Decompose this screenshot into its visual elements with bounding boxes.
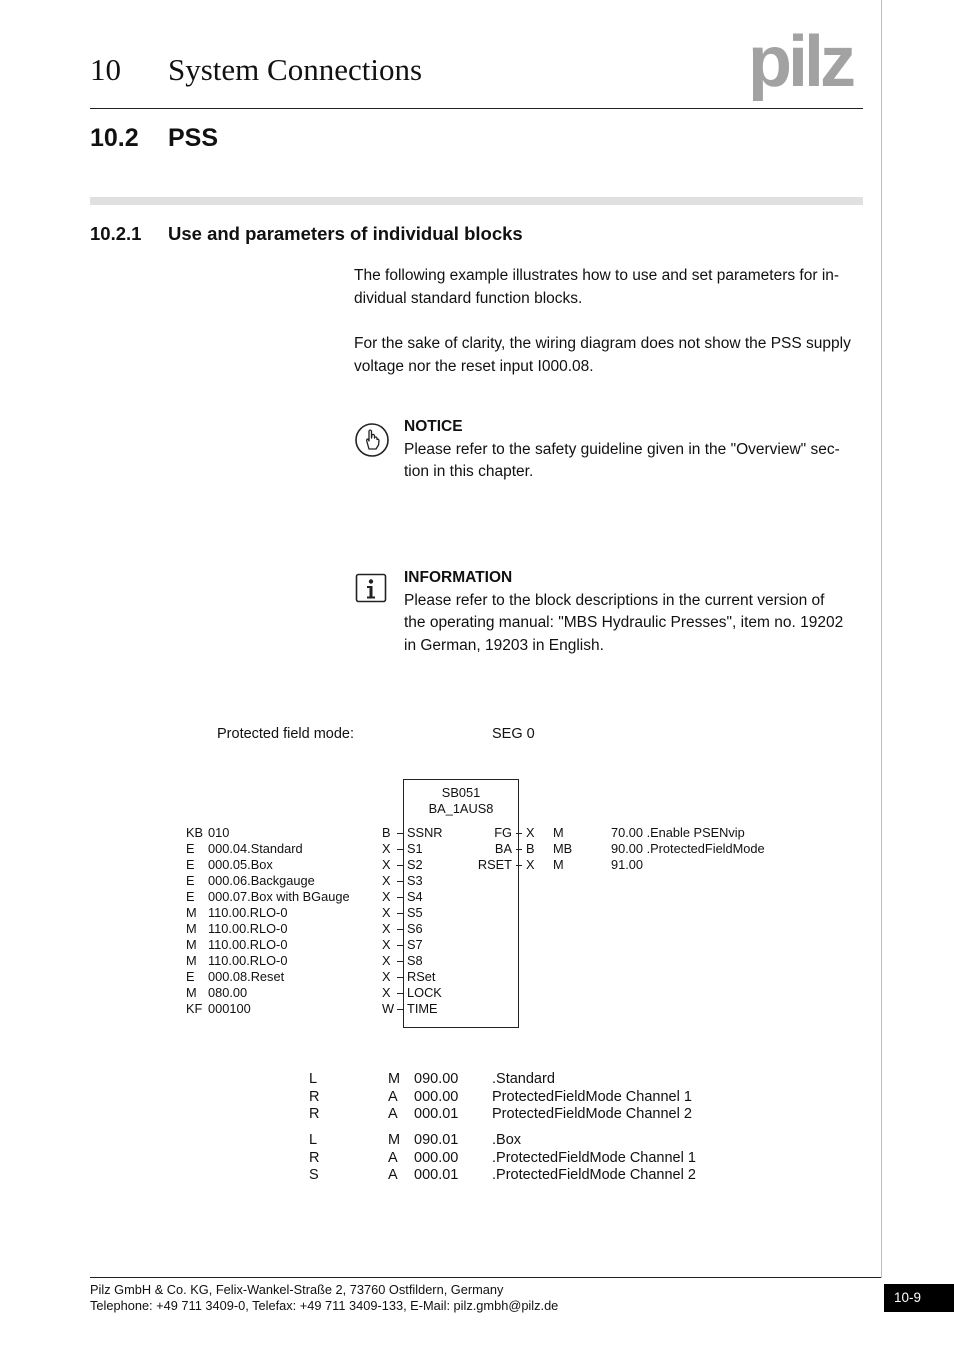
input-param-type: X: [382, 953, 391, 968]
logic-address: 090.01: [414, 1132, 459, 1148]
section-number: 10.2: [90, 124, 139, 152]
input-operand-type: KF: [186, 1001, 203, 1016]
output-operand-type: MB: [553, 841, 573, 856]
right-margin-rule: [881, 0, 882, 1278]
input-param-type: X: [382, 921, 391, 936]
input-operands: [208, 825, 350, 1017]
input-connector: [397, 849, 403, 850]
input-connector: [397, 1009, 403, 1010]
information-line: the operating manual: "MBS Hydraulic Presses", item no. 19202: [404, 614, 844, 631]
input-operand-type: E: [186, 873, 195, 888]
information-line: in German, 19203 in English.: [404, 636, 604, 654]
input-operand-type: M: [186, 953, 197, 968]
mode-value: SEG 0: [492, 726, 535, 742]
block-name: SB051: [441, 785, 481, 800]
mode-label: Protected field mode:: [217, 726, 355, 742]
clarity-line: For the sake of clarity, the wiring diagram does not show the PSS supply: [354, 335, 851, 352]
pilz-logo: pilz: [748, 22, 852, 102]
section-title: PSS: [168, 124, 219, 152]
input-operand-type: E: [186, 841, 195, 856]
info-icon: [355, 573, 387, 610]
information-line: Please refer to the block descriptions in the current version of: [404, 591, 825, 609]
input-pin: S3: [407, 873, 423, 888]
input-operand: 110.00.RLO-0: [208, 953, 288, 968]
input-operand-type: KB: [186, 825, 204, 840]
output-pin: BA: [494, 841, 512, 856]
logic-comment: .Standard: [492, 1071, 555, 1087]
logic-comment: .ProtectedFieldMode Channel 2: [492, 1167, 696, 1183]
input-connector: [397, 945, 403, 946]
logic-comment: .Box: [492, 1132, 522, 1148]
input-pin: S2: [407, 857, 423, 872]
input-operand: 000.04.Standard: [208, 841, 303, 856]
block-subname: BA_1AUS8: [428, 801, 494, 816]
output-pins: [470, 825, 512, 873]
input-pin: LOCK: [407, 985, 442, 1000]
output-pin: RSET: [477, 857, 512, 872]
input-pin: TIME: [407, 1001, 438, 1016]
output-operand-type: M: [553, 857, 564, 872]
chapter-title: System Connections: [168, 52, 423, 87]
input-pin: RSet: [407, 969, 436, 984]
output-operand-type: M: [553, 825, 564, 840]
input-operand-type: M: [186, 905, 197, 920]
notice-box: [404, 416, 864, 484]
input-param-type: X: [382, 937, 391, 952]
subsection-number: 10.2.1: [90, 223, 142, 244]
input-connector: [397, 913, 403, 914]
intro-line: dividual standard function blocks.: [354, 289, 583, 307]
input-operand: 000.05.Box: [208, 857, 273, 872]
header-divider: [90, 108, 863, 109]
clarity-paragraph: [354, 333, 864, 378]
logic-type: M: [388, 1071, 401, 1087]
output-operands: [611, 825, 765, 873]
output-param-type: B: [526, 841, 535, 856]
footer-line: Pilz GmbH & Co. KG, Felix-Wankel-Straße 2, 73760 Ostfildern, Germany: [90, 1282, 504, 1297]
subsection-title: Use and parameters of individual blocks: [168, 223, 523, 244]
input-connector: [397, 833, 403, 834]
input-operand: 010: [208, 825, 230, 840]
input-operand-type: E: [186, 889, 195, 904]
footer-divider: [90, 1277, 881, 1278]
input-operand: 110.00.RLO-0: [208, 937, 288, 952]
information-box: [404, 567, 864, 657]
logic-comment: ProtectedFieldMode Channel 2: [492, 1106, 692, 1122]
input-param-type: W: [382, 1001, 395, 1016]
input-pin: S7: [407, 937, 423, 952]
logic-op: R: [309, 1106, 320, 1122]
output-param-types: [526, 825, 535, 873]
output-connector: [516, 849, 522, 850]
input-connector: [397, 881, 403, 882]
section-separator-bar: [90, 197, 863, 205]
input-operand: 110.00.RLO-0: [208, 921, 288, 936]
input-operand-type: M: [186, 921, 197, 936]
logic-type: A: [388, 1150, 398, 1166]
input-param-type: X: [382, 841, 391, 856]
input-operand: 000.07.Box with BGauge: [208, 889, 350, 904]
notice-heading: NOTICE: [404, 418, 463, 435]
input-pin: S4: [407, 889, 423, 904]
input-pin: S8: [407, 953, 423, 968]
input-operand: 080.00: [208, 985, 248, 1000]
information-heading: INFORMATION: [404, 569, 513, 586]
logic-op: R: [309, 1089, 320, 1105]
input-operand-type: M: [186, 985, 197, 1000]
logic-comment: .ProtectedFieldMode Channel 1: [492, 1150, 696, 1166]
logic-op: L: [309, 1132, 318, 1148]
logic-comment: ProtectedFieldMode Channel 1: [492, 1089, 692, 1105]
notice-line: Please refer to the safety guideline given in the "Overview" sec-: [404, 440, 840, 458]
input-operand: 000.08.Reset: [208, 969, 285, 984]
input-param-types: [382, 825, 394, 1017]
logic-address: 000.01: [414, 1167, 459, 1183]
output-operand: 70.00 .Enable PSENvip: [611, 825, 745, 840]
footer-address: [90, 1282, 558, 1314]
logic-type: A: [388, 1089, 398, 1105]
input-pins: [407, 825, 443, 1017]
logic-type: A: [388, 1167, 398, 1183]
input-pin: SSNR: [407, 825, 443, 840]
input-param-type: X: [382, 857, 391, 872]
input-operand: 000100: [208, 1001, 251, 1016]
output-connector: [516, 865, 522, 866]
intro-line: The following example illustrates how to use and set parameters for in-: [354, 267, 840, 284]
input-param-type: X: [382, 873, 391, 888]
input-connector: [397, 961, 403, 962]
output-param-type: X: [526, 857, 535, 872]
logic-address: 090.00: [414, 1071, 459, 1087]
logic-address: 000.00: [414, 1089, 459, 1105]
input-param-type: X: [382, 969, 391, 984]
output-operand: 91.00: [611, 857, 644, 872]
pointing-hand-icon: [354, 422, 390, 463]
input-param-type: X: [382, 889, 391, 904]
output-operand: 90.00 .ProtectedFieldMode: [611, 841, 765, 856]
input-pin: S1: [407, 841, 423, 856]
output-pin: FG: [494, 825, 512, 840]
logic-op: R: [309, 1150, 320, 1166]
output-connector: [516, 833, 522, 834]
input-connector: [397, 929, 403, 930]
output-param-type: X: [526, 825, 535, 840]
input-operand-type: E: [186, 857, 195, 872]
logic-op: S: [309, 1167, 319, 1183]
output-operand-types: [553, 825, 572, 873]
input-operand-type: M: [186, 937, 197, 952]
input-operand: 110.00.RLO-0: [208, 905, 288, 920]
page-number: 10-9: [884, 1284, 954, 1312]
input-pin: S5: [407, 905, 423, 920]
input-operand-type: E: [186, 969, 195, 984]
input-connector: [397, 977, 403, 978]
input-param-type: B: [382, 825, 391, 840]
input-connector: [397, 865, 403, 866]
input-param-type: X: [382, 905, 391, 920]
intro-paragraph: [354, 265, 864, 310]
logic-address: 000.00: [414, 1150, 459, 1166]
input-connector: [397, 897, 403, 898]
input-operand: 000.06.Backgauge: [208, 873, 315, 888]
logic-address: 000.01: [414, 1106, 459, 1122]
chapter-number: 10: [90, 52, 121, 87]
logic-type: M: [388, 1132, 401, 1148]
input-pin: S6: [407, 921, 423, 936]
notice-line: tion in this chapter.: [404, 463, 534, 480]
input-operand-types: [186, 825, 203, 1017]
input-param-type: X: [382, 985, 391, 1000]
logic-op: L: [309, 1071, 318, 1087]
clarity-line: voltage nor the reset input I000.08.: [354, 357, 594, 375]
input-connector: [397, 993, 403, 994]
logic-type: A: [388, 1106, 398, 1122]
footer-line: Telephone: +49 711 3409-0, Telefax: +49 711 3409-133, E-Mail: pilz.gmbh@pilz.de: [90, 1298, 559, 1313]
